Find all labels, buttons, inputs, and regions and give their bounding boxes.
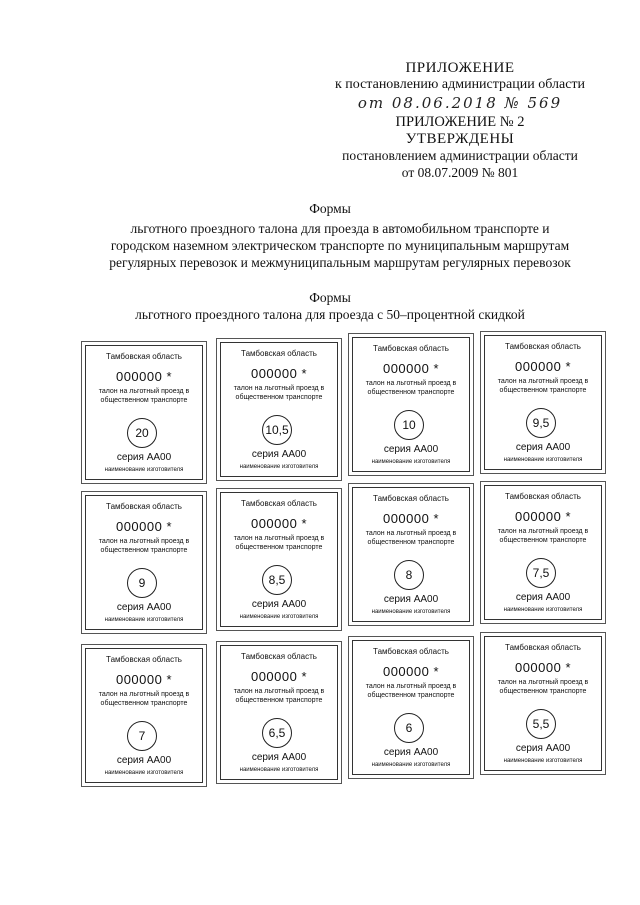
ticket-card bbox=[484, 335, 602, 470]
ticket-description: талон на льготный проезд в общественном транспорте bbox=[98, 691, 190, 707]
forms-subtitle-line: льготного проездного талона для проезда в автомобильном транспорте и bbox=[130, 221, 550, 236]
ticket-region: Тамбовская область bbox=[241, 652, 317, 661]
ticket-series: серия АА00 bbox=[383, 444, 439, 455]
ticket-region: Тамбовская область bbox=[505, 492, 581, 501]
ticket-maker: наименование изготовителя bbox=[371, 762, 451, 768]
ticket-card bbox=[85, 345, 203, 480]
ticket-series: серия АА00 bbox=[515, 442, 571, 453]
ticket-series: серия АА00 bbox=[251, 449, 307, 460]
ticket-description: талон на льготный проезд в общественном транспорте bbox=[98, 388, 190, 404]
ticket-price-circle: 6 bbox=[394, 713, 424, 743]
ticket-series: серия АА00 bbox=[116, 452, 172, 463]
ticket-card bbox=[85, 495, 203, 630]
ticket-description: талон на льготный проезд в общественном транспорте bbox=[98, 538, 190, 554]
ticket-region: Тамбовская область bbox=[505, 643, 581, 652]
forms-subtitle-line: городском наземном электрическом транспорте по муниципальным маршрутам bbox=[110, 238, 570, 253]
ticket-region: Тамбовская область bbox=[505, 342, 581, 351]
ticket-price-circle: 5,5 bbox=[526, 709, 556, 739]
ticket-maker: наименование изготовителя bbox=[371, 459, 451, 465]
ticket-price-circle: 20 bbox=[127, 418, 157, 448]
ticket-region: Тамбовская область bbox=[373, 647, 449, 656]
ticket-card bbox=[352, 487, 470, 622]
ticket-description: талон на льготный проезд в общественном транспорте bbox=[365, 683, 457, 699]
forms-subtitle-line: регулярных перевозок и межмуниципальным маршрутам регулярных перевозок bbox=[109, 255, 571, 270]
ticket-description: талон на льготный проезд в общественном транспорте bbox=[233, 385, 325, 401]
ticket-description: талон на льготный проезд в общественном транспорте bbox=[497, 378, 589, 394]
ticket-maker: наименование изготовителя bbox=[371, 609, 451, 615]
ticket-card bbox=[352, 640, 470, 775]
approved-heading: УТВЕРЖДЕНЫ bbox=[405, 131, 515, 147]
ticket-card bbox=[220, 492, 338, 627]
ticket-maker: наименование изготовителя bbox=[239, 464, 319, 470]
appendix-heading: ПРИЛОЖЕНИЕ bbox=[405, 60, 515, 76]
ticket-card bbox=[220, 645, 338, 780]
ticket-number: 000000 * bbox=[514, 660, 572, 675]
ticket-series: серия АА00 bbox=[383, 747, 439, 758]
ticket-series: серия АА00 bbox=[251, 752, 307, 763]
ticket-card bbox=[85, 648, 203, 783]
ticket-description: талон на льготный проезд в общественном транспорте bbox=[497, 528, 589, 544]
ticket-description: талон на льготный проезд в общественном транспорте bbox=[497, 679, 589, 695]
ticket-region: Тамбовская область bbox=[241, 499, 317, 508]
ticket-number: 000000 * bbox=[382, 511, 440, 526]
ticket-price-circle: 10 bbox=[394, 410, 424, 440]
ticket-maker: наименование изготовителя bbox=[104, 617, 184, 623]
ticket-price-circle: 7,5 bbox=[526, 558, 556, 588]
ticket-number: 000000 * bbox=[514, 509, 572, 524]
ticket-series: серия АА00 bbox=[515, 592, 571, 603]
ticket-series: серия АА00 bbox=[515, 743, 571, 754]
ticket-description: талон на льготный проезд в общественном транспорте bbox=[233, 535, 325, 551]
ticket-maker: наименование изготовителя bbox=[239, 767, 319, 773]
ticket-maker: наименование изготовителя bbox=[104, 467, 184, 473]
ticket-number: 000000 * bbox=[382, 664, 440, 679]
ticket-price-circle: 10,5 bbox=[262, 415, 292, 445]
ticket-number: 000000 * bbox=[115, 672, 173, 687]
ticket-maker: наименование изготовителя bbox=[503, 607, 583, 613]
ticket-price-circle: 6,5 bbox=[262, 718, 292, 748]
ticket-series: серия АА00 bbox=[116, 602, 172, 613]
ticket-maker: наименование изготовителя bbox=[104, 770, 184, 776]
discount-forms-subtitle: льготного проездного талона для проезда с 50–процентной скидкой bbox=[135, 307, 525, 322]
forms-title: Формы bbox=[309, 201, 351, 216]
ticket-price-circle: 8,5 bbox=[262, 565, 292, 595]
ticket-region: Тамбовская область bbox=[241, 349, 317, 358]
ticket-region: Тамбовская область bbox=[106, 352, 182, 361]
ticket-series: серия АА00 bbox=[383, 594, 439, 605]
ticket-series: серия АА00 bbox=[251, 599, 307, 610]
ticket-number: 000000 * bbox=[250, 669, 308, 684]
appendix-to-resolution: к постановлению администрации области bbox=[334, 77, 586, 92]
ticket-number: 000000 * bbox=[115, 519, 173, 534]
ticket-price-circle: 9,5 bbox=[526, 408, 556, 438]
discount-forms-title: Формы bbox=[309, 290, 351, 305]
ticket-price-circle: 7 bbox=[127, 721, 157, 751]
ticket-description: талон на льготный проезд в общественном транспорте bbox=[365, 530, 457, 546]
ticket-number: 000000 * bbox=[250, 366, 308, 381]
ticket-price-circle: 9 bbox=[127, 568, 157, 598]
ticket-card bbox=[484, 485, 602, 620]
ticket-description: талон на льготный проезд в общественном транспорте bbox=[233, 688, 325, 704]
ticket-price-circle: 8 bbox=[394, 560, 424, 590]
ticket-number: 000000 * bbox=[250, 516, 308, 531]
handwritten-date: от 08.06.2018 № 569 bbox=[357, 94, 563, 112]
ticket-region: Тамбовская область bbox=[106, 655, 182, 664]
ticket-region: Тамбовская область bbox=[106, 502, 182, 511]
ticket-region: Тамбовская область bbox=[373, 344, 449, 353]
ticket-number: 000000 * bbox=[382, 361, 440, 376]
ticket-card bbox=[352, 337, 470, 472]
ticket-description: талон на льготный проезд в общественном транспорте bbox=[365, 380, 457, 396]
ticket-region: Тамбовская область bbox=[373, 494, 449, 503]
ticket-card bbox=[484, 636, 602, 771]
appendix-2-heading: ПРИЛОЖЕНИЕ № 2 bbox=[395, 114, 525, 130]
ticket-maker: наименование изготовителя bbox=[239, 614, 319, 620]
by-resolution-text: постановлением администрации области bbox=[342, 148, 578, 163]
resolution-date-number: от 08.07.2009 № 801 bbox=[401, 165, 519, 180]
ticket-card bbox=[220, 342, 338, 477]
ticket-maker: наименование изготовителя bbox=[503, 457, 583, 463]
ticket-series: серия АА00 bbox=[116, 755, 172, 766]
ticket-maker: наименование изготовителя bbox=[503, 758, 583, 764]
ticket-number: 000000 * bbox=[514, 359, 572, 374]
ticket-number: 000000 * bbox=[115, 369, 173, 384]
